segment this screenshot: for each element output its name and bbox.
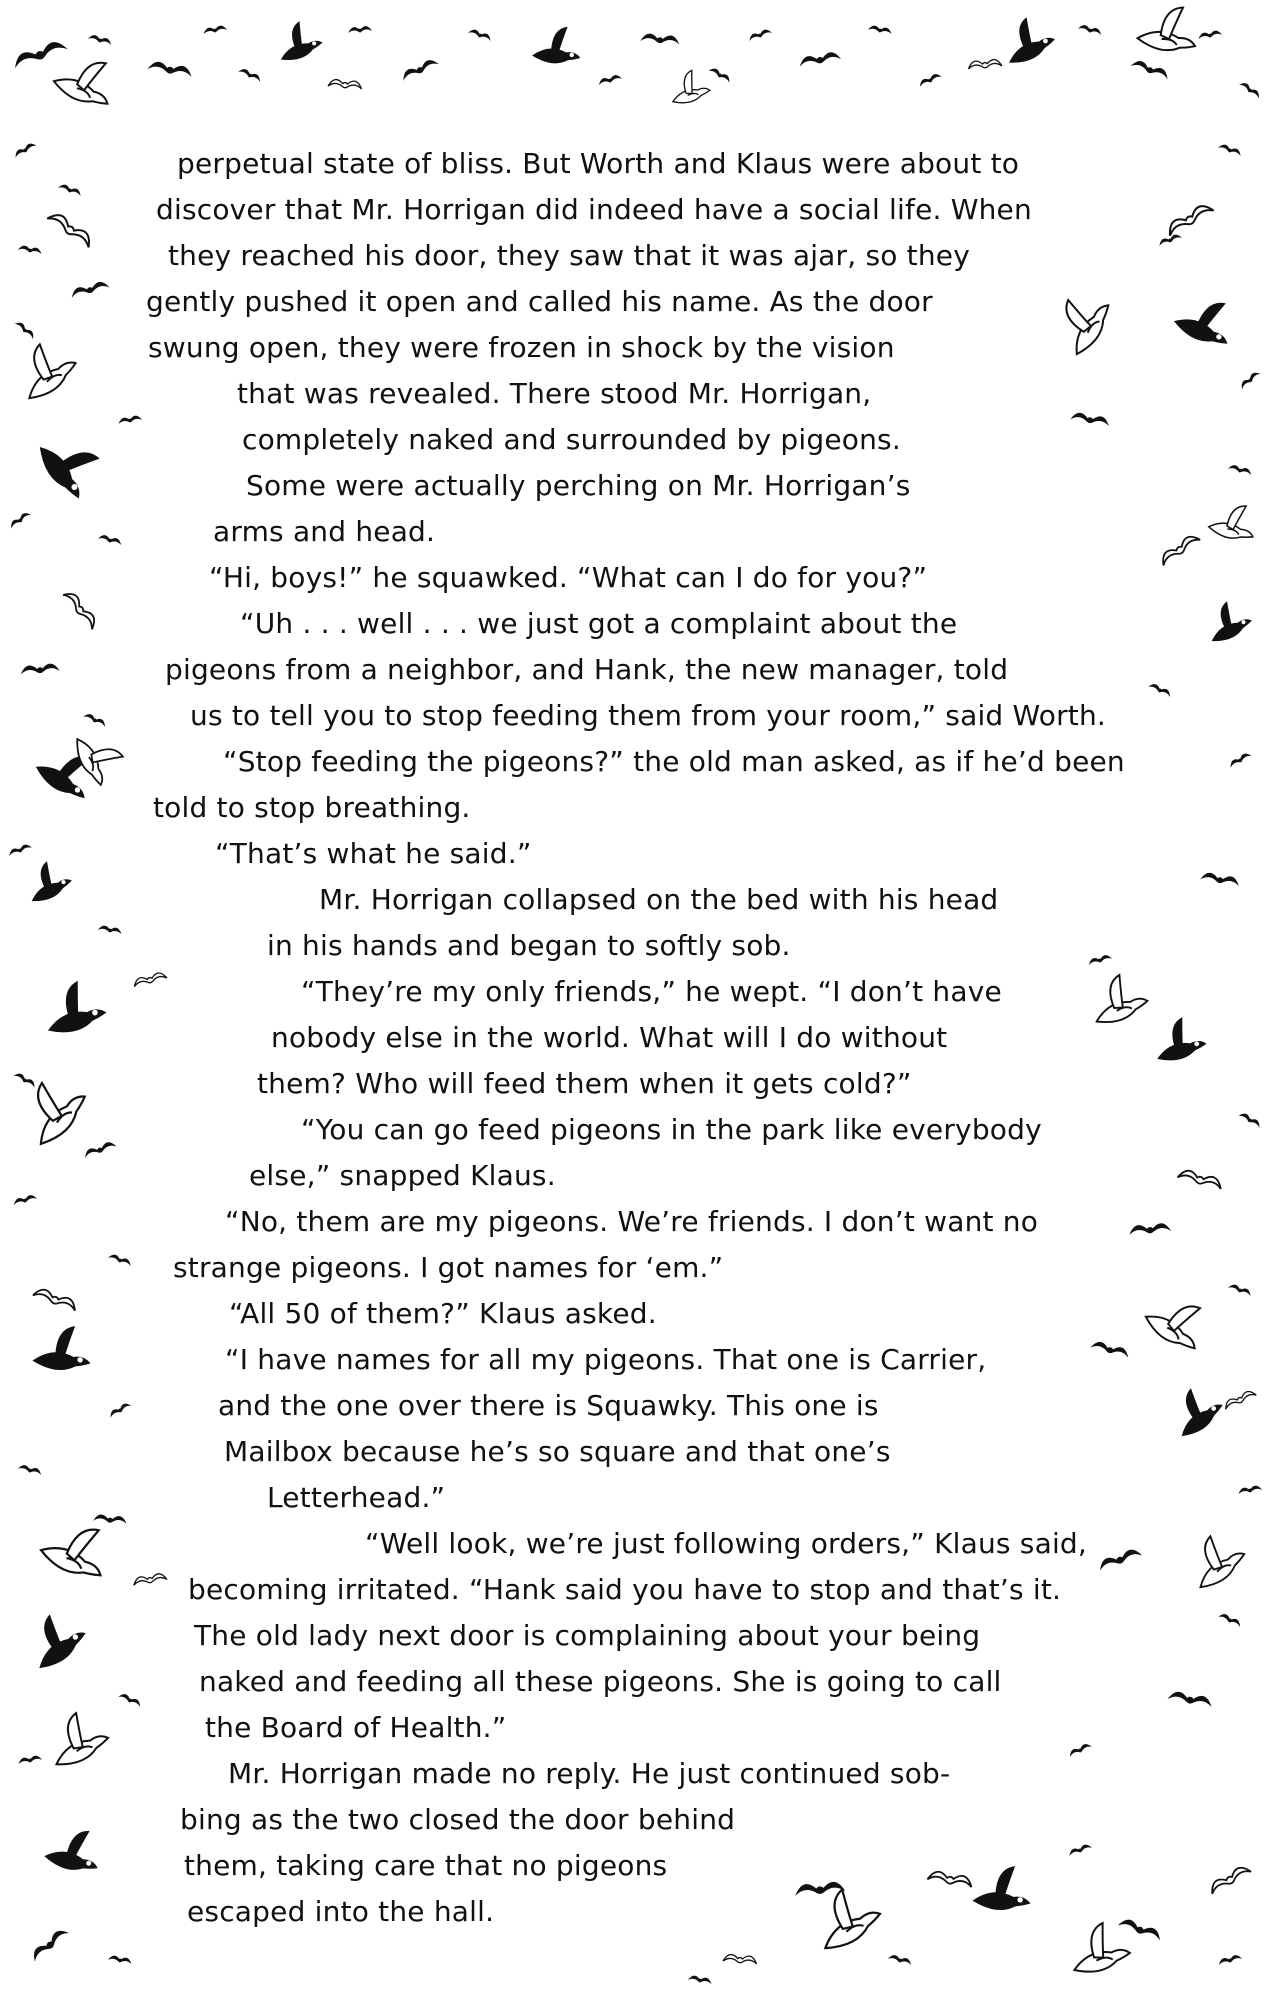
text-line: pigeons from a neighbor, and Hank, the new manager, told (165, 653, 1009, 686)
text-line: “That’s what he said.” (215, 837, 532, 870)
text-line: Mr. Horrigan made no reply. He just continued sob- (228, 1757, 951, 1790)
text-line: perpetual state of bliss. But Worth and Klaus were about to (177, 147, 1020, 180)
text-line: them? Who will feed them when it gets cold?” (257, 1067, 912, 1100)
text-line: The old lady next door is complaining about your being (194, 1619, 981, 1652)
text-line: nobody else in the world. What will I do without (271, 1021, 948, 1054)
text-line: arms and head. (213, 515, 436, 548)
text-line: the Board of Health.” (205, 1711, 507, 1744)
text-line: Mailbox because he’s so square and that one’s (224, 1435, 891, 1468)
text-line: Some were actually perching on Mr. Horrigan’s (246, 469, 911, 502)
text-line: them, taking care that no pigeons (184, 1849, 668, 1882)
text-line: naked and feeding all these pigeons. She is going to call (199, 1665, 1002, 1698)
text-line: Letterhead.” (267, 1481, 446, 1514)
text-line: “Hi, boys!” he squawked. “What can I do for you?” (209, 561, 928, 594)
text-line: “You can go feed pigeons in the park like everybody (301, 1113, 1042, 1146)
text-line: “Uh . . . well . . . we just got a complaint about the (240, 607, 958, 640)
text-line: discover that Mr. Horrigan did indeed have a social life. When (156, 193, 1032, 226)
text-line: bing as the two closed the door behind (180, 1803, 736, 1836)
text-line: swung open, they were frozen in shock by the vision (148, 331, 895, 364)
text-line: “I have names for all my pigeons. That one is Carrier, (225, 1343, 987, 1376)
text-line: that was revealed. There stood Mr. Horrigan, (237, 377, 872, 410)
text-line: Mr. Horrigan collapsed on the bed with his head (319, 883, 999, 916)
text-line: completely naked and surrounded by pigeons. (242, 423, 901, 456)
text-line: escaped into the hall. (187, 1895, 495, 1928)
text-line: “Well look, we’re just following orders,” Klaus said, (365, 1527, 1088, 1560)
text-line: “All 50 of them?” Klaus asked. (229, 1297, 657, 1330)
text-line: “No, them are my pigeons. We’re friends. I don’t want no (225, 1205, 1039, 1238)
text-line: “They’re my only friends,” he wept. “I don’t have (301, 975, 1002, 1008)
text-line: else,” snapped Klaus. (249, 1159, 556, 1192)
text-line: us to tell you to stop feeding them from your room,” said Worth. (190, 699, 1107, 732)
text-line: told to stop breathing. (153, 791, 471, 824)
text-line: they reached his door, they saw that it was ajar, so they (168, 239, 970, 272)
text-line: gently pushed it open and called his name. As the door (146, 285, 933, 318)
text-line: “Stop feeding the pigeons?” the old man asked, as if he’d been (223, 745, 1125, 778)
text-line: in his hands and began to softly sob. (267, 929, 791, 962)
text-line: and the one over there is Squawky. This one is (218, 1389, 879, 1422)
text-line: becoming irritated. “Hank said you have to stop and that’s it. (188, 1573, 1062, 1606)
text-line: strange pigeons. I got names for ‘em.” (173, 1251, 724, 1284)
